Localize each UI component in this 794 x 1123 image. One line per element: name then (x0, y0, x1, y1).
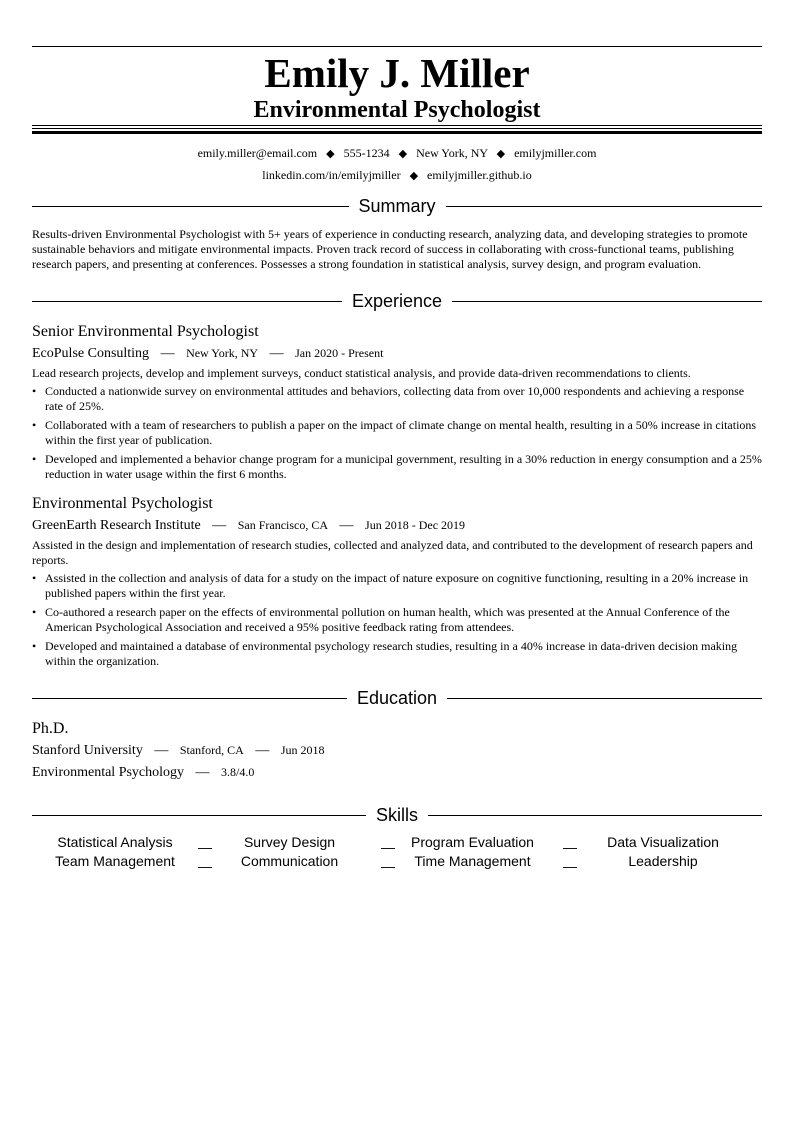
job-dates: Jan 2020 - Present (295, 346, 384, 360)
linkedin-link[interactable]: linkedin.com/in/emilyjmiller (262, 168, 401, 182)
skill-item: Program Evaluation (411, 834, 534, 850)
dash-separator: — (160, 346, 175, 361)
school-meta (32, 740, 762, 761)
bullet-icon: • (32, 639, 37, 653)
list-item: • Developed and implemented a behavior change program for a municipal government, resulting in a 30% reduction in energy consumption and a 25% reduction in water usage within the first 6 months. (32, 452, 762, 481)
job-title: Senior Environmental Psychologist (32, 323, 259, 340)
skill-item: Communication (240, 853, 339, 869)
resume-page (32, 46, 762, 874)
graduation-date: Jun 2018 (280, 743, 325, 757)
job-meta (32, 515, 762, 536)
company-name: EcoPulse Consulting (32, 346, 150, 361)
contact-line-1 (32, 143, 762, 165)
phone-text: 555-1234 (343, 146, 390, 160)
experience-heading: Experience (351, 290, 443, 311)
bullet-icon: • (32, 452, 37, 466)
job-entry (32, 494, 762, 669)
skills-row (32, 852, 762, 871)
job-meta (32, 343, 762, 364)
job-title: Environmental Psychologist (32, 495, 213, 512)
summary-section-heading (32, 194, 762, 218)
candidate-name: Emily J. Miller (264, 50, 530, 96)
skill-item: Survey Design (243, 834, 336, 850)
job-description: Assisted in the design and implementation of research studies, collected and analyzed data, and contributed to the development of research papers and reports. (32, 538, 753, 567)
list-item: • Assisted in the collection and analysis of data for a study on the impact of nature exposure on cognitive functioning, resulting in a 20% increase in published papers within the first year. (32, 571, 749, 600)
skill-separator: — (563, 858, 577, 874)
job-location: San Francisco, CA (237, 518, 329, 532)
job-bullets (32, 571, 762, 669)
bullet-icon: • (32, 571, 37, 585)
diamond-separator-icon: ◆ (326, 148, 335, 160)
skill-item: Team Management (55, 853, 175, 869)
school-name: Stanford University (32, 743, 143, 758)
diamond-separator-icon: ◆ (409, 170, 419, 182)
list-item: • Collaborated with a team of researchers to publish a paper on the impact of climate change on mental health, resulting in a 50% increase in citations within the first year of publication. (32, 418, 757, 447)
skills-heading: Skills (376, 804, 419, 825)
field-meta (32, 762, 762, 783)
bullet-icon: • (32, 605, 37, 619)
bullet-icon: • (32, 384, 37, 398)
list-item: • Conducted a nationwide survey on environmental attitudes and behaviors, collecting data from over 10,000 respondents and achieving a response rate of 25%. (32, 384, 745, 413)
dash-separator: — (154, 743, 169, 758)
skill-separator: — (381, 839, 395, 855)
bullet-icon: • (32, 418, 37, 432)
school-location: Stanford, CA (179, 743, 244, 757)
top-rule (32, 46, 762, 47)
skills-section-heading (32, 803, 762, 827)
degree: Ph.D. (32, 720, 69, 737)
dash-separator: — (212, 518, 227, 533)
github-link[interactable]: emilyjmiller.github.io (427, 168, 532, 182)
skill-separator: — (563, 839, 577, 855)
gpa: 3.8/4.0 (221, 765, 255, 779)
diamond-separator-icon: ◆ (398, 148, 408, 160)
experience-section-heading (32, 289, 762, 313)
skill-separator: — (198, 839, 212, 855)
website-link[interactable]: emilyjmiller.com (514, 146, 597, 160)
list-item: • Co-authored a research paper on the effects of environmental pollution on human health, which was presented at the Annual Conference of the American Psychological Association and received a 95% positive feedback rating from attendees. (32, 605, 730, 634)
skill-item: Data Visualization (607, 834, 719, 850)
contact-line-2 (32, 165, 762, 187)
job-dates: Jun 2018 - Dec 2019 (365, 518, 466, 532)
dash-separator: — (195, 765, 210, 780)
skills-row (32, 833, 762, 852)
list-item: • Developed and maintained a database of environmental psychology research studies, resulting in a 40% increase in data-driven decision making within the organization. (32, 639, 738, 668)
job-entry (32, 322, 762, 482)
location-text: New York, NY (416, 146, 488, 160)
job-bullets (32, 384, 762, 482)
skill-separator: — (381, 858, 395, 874)
skill-separator: — (198, 858, 212, 874)
skill-item: Time Management (414, 853, 531, 869)
company-name: GreenEarth Research Institute (32, 518, 201, 533)
dash-separator: — (269, 346, 284, 361)
email-link[interactable]: emily.miller@email.com (197, 146, 318, 160)
education-heading: Education (356, 687, 438, 708)
dash-separator: — (255, 743, 270, 758)
job-location: New York, NY (186, 346, 259, 360)
summary-text: Results-driven Environmental Psychologist with 5+ years of experience in conducting research, analyzing data, and developing strategies to promote sustainable behaviors and mitigate environmental impacts. Proven track record of success in collaborating with cross-functional teams, publishing research papers, and presenting at conferences. Possesses a strong foundation in statistical analysis, survey design, and program evaluation. (32, 227, 748, 271)
summary-heading: Summary (358, 195, 436, 216)
education-entry (32, 719, 762, 783)
skills-grid (32, 833, 762, 874)
header-rule (32, 125, 762, 134)
candidate-title: Environmental Psychologist (253, 97, 541, 123)
job-description: Lead research projects, develop and implement surveys, conduct statistical analysis, and provide data-driven recommendations to clients. (32, 366, 691, 380)
education-section-heading (32, 686, 762, 710)
dash-separator: — (339, 518, 354, 533)
skill-item: Statistical Analysis (57, 834, 173, 850)
diamond-separator-icon: ◆ (496, 148, 506, 160)
field-of-study: Environmental Psychology (32, 765, 185, 780)
skill-item: Leadership (628, 853, 698, 869)
